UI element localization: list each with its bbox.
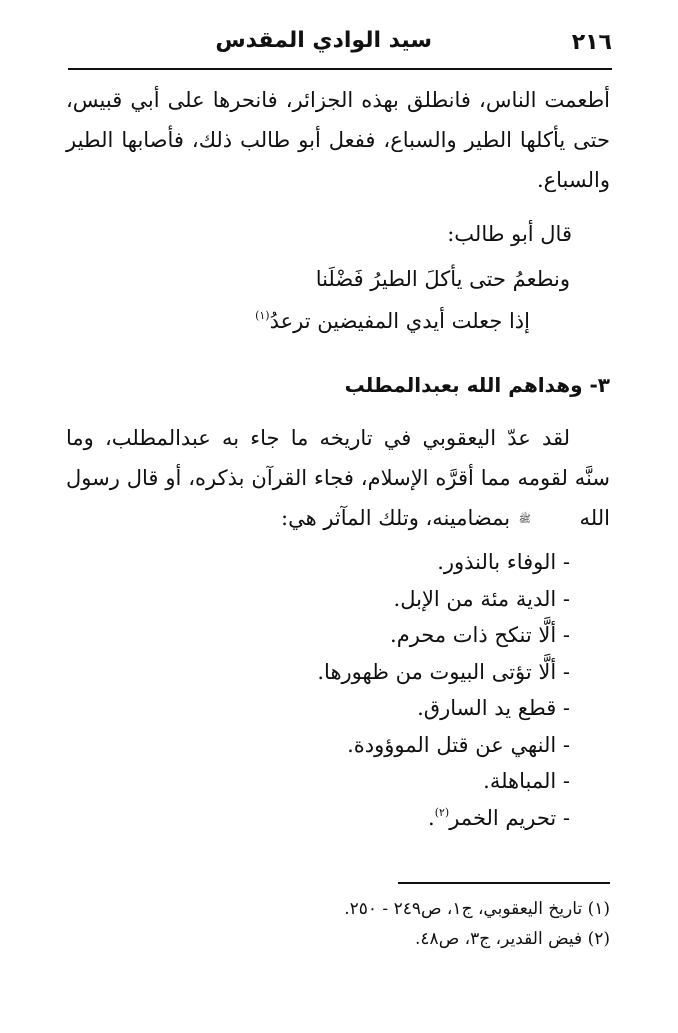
list-item-text: - تحريم الخمر xyxy=(449,805,570,830)
list-item: - قطع يد السارق. xyxy=(417,696,570,720)
list-item: - المباهلة. xyxy=(483,769,570,793)
page-number: ٢١٦ xyxy=(571,30,612,55)
list-item: - النهي عن قتل الموؤودة. xyxy=(347,732,570,757)
paragraph-2-text: لقد عدّ اليعقوبي في تاريخه ما جاء به عبدالمطلب، وما سنَّه لقومه مما أقرَّه الإسلام، فجاء القرآن بذكره، أو قال رسول الله xyxy=(66,426,610,530)
footnotes xyxy=(66,894,610,954)
list-item: - ألَّا تؤتى البيوت من ظهورها. xyxy=(317,659,570,684)
section-heading: ٣- وهداهم الله بعبدالمطلب xyxy=(344,373,610,397)
verse-line-2 xyxy=(66,300,610,342)
verse-line-1 xyxy=(66,258,610,300)
paragraph-1: أطعمت الناس، فانطلق بهذه الجزائر، فانحرها على أبي قبيس، حتى يأكلها الطير والسباع، ففعل أبو طالب ذلك، فأصابها الطير والسباع. xyxy=(66,88,610,192)
footnote-1: (١) تاريخ اليعقوبي، ج١، ص٢٤٩ - ٢٥٠. xyxy=(344,899,610,919)
list-item-period: . xyxy=(428,805,435,830)
list-item xyxy=(66,800,570,837)
verse-intro: قال أبو طالب: xyxy=(447,222,572,246)
honorific-glyph: ﷺ xyxy=(518,513,531,525)
list-item: - الوفاء بالنذور. xyxy=(437,550,570,574)
paragraph-2 xyxy=(66,418,610,538)
list-item: - الدية مئة من الإبل. xyxy=(393,586,570,611)
footnote-2: (٢) فيض القدير، ج٣، ص٤٨. xyxy=(415,929,610,949)
footnote-divider xyxy=(398,882,610,884)
deeds-list xyxy=(66,544,610,836)
page-body xyxy=(66,80,610,836)
header-divider xyxy=(68,68,612,70)
paragraph-2-end: بمضامينه، وتلك المآثر هي: xyxy=(281,506,511,530)
verse-line-2-text: إذا جعلت أيدي المفيضين ترعدُ xyxy=(269,309,530,333)
running-title: سيد الوادي المقدس xyxy=(215,28,432,53)
footnote-ref-1: (١) xyxy=(255,309,270,322)
footnote-ref-2: (٢) xyxy=(434,805,450,819)
list-item: - ألَّا تنكح ذات محرم. xyxy=(390,623,570,647)
page-header xyxy=(68,22,612,66)
verse-line-1-text: ونطعمُ حتى يأكلَ الطيرُ فَضْلَنا xyxy=(315,267,570,291)
